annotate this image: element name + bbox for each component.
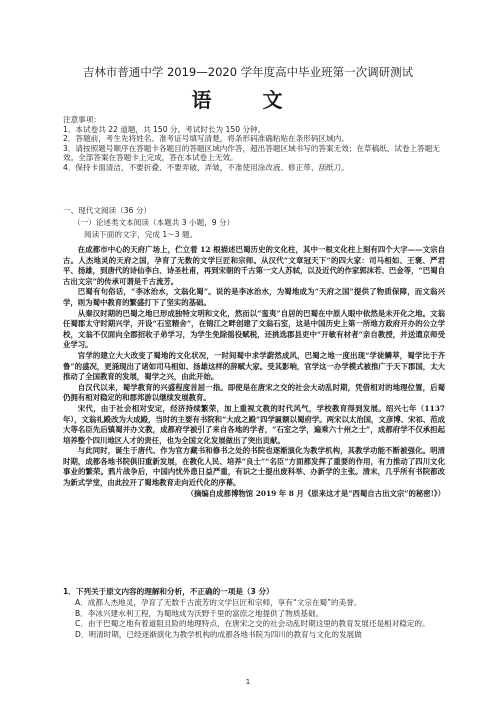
article-source: （摘编自成都博物馆 2019 年 8 月《原来这才是“西蜀自古出文宗”的秘密!》） [186,488,445,498]
article-paragraph: 与此同时，诞生于唐代、作为官方藏书和修书之处的书院也逐渐演化为教学机构，其教学功能不断被强化。明清时期，成都各地书院俱旧重新发展，在教化人民、培养“良士”“名臣”方面都发挥了重要的作用，有力推动了四川文化事业的繁荣。鸦片战争后，中国内忧外患日益严重，有识之士提出废科举、办新学的主张。清末，几乎所有书院都改为新式学堂，由此拉开了蜀地教育走向近代化的序幕。 [63,446,445,488]
article-paragraph: 宋代，由于社会相对安定，经济持续繁荣，加上重视文教的时代风气，学校教育得到发展。绍兴七年（1137 年），文翁礼殿改为大成殿，当时的主要有书院和“大成之殿”四学匾额以蜀府学。两宋以太治国，文彦博、宋祁、范成大等名臣先后镇蜀并办文教，成都府学被引了来自各地的学者，“石室之学，遍乘六十州之士”，成都府学不仅承担起培养整个四川地区人才的责任，也为全国文化发展做出了突出贡献。 [63,403,445,445]
subsection-heading: （一）论述类文本阅读（本题共 3 小题，9 分） [73,218,235,227]
article-paragraph: 巴蜀有句俗话，“李冰治水，文翁化蜀”。说的是李冰治水，为蜀地成为“天府之国”提供了物质保障，而文翁兴学，则为蜀中教育的繁盛打下了坚实的基础。 [63,287,445,307]
instruction-item: 3．请按照题号顺序在答题卡各题目的答题区域内作答，超出答题区域书写的答案无效；在草稿纸、试卷上答题无效。全部答案在答题卡上完成，答在本试卷上无效。 [63,143,440,163]
article-paragraph: 官学的建立大大改变了蜀地的文化状况，一时间蜀中求学蔚然成风，巴蜀之地一度出现“学徒鳞萃，蜀学比于齐鲁”的盛况，更涌现出了诸如司马相如、扬雄这样的辞赋大家。受其影响，官学这一办学模式被推广于天下郡国，太大推动了全国教育的发展，蜀学之兴，由此开始。 [63,350,445,382]
instruction-item: 2．答题前，考生先将姓名、准考证号填写清楚，将条形码准确粘贴在条形码区域内。 [63,134,349,144]
question-1 [63,587,445,641]
reading-instruction: 阅读下面的文字，完成 1～3 题。 [84,230,198,239]
exam-title: 吉林市普通中学 2019—2020 学年度高中毕业班第一次调研测试 [82,65,414,79]
article-paragraph: 在成都市中心的天府广场上，伫立着 12 根描述巴蜀历史的文化柱，其中一根文化柱上刻有四个大字——文宗自古。人杰地灵的天府之国，孕育了无数的文学巨匠和宗师。从汉代“文章冠天下”的四大家：司马相如、王褒、严君平、扬雄，到唐代的诗仙李白、诗圣杜甫，再到宋朝的千古第一文人苏轼，以及近代的作家郭沫若、巴金等，“巴蜀自古出文宗”的传承可谓是千古流芳。 [63,245,445,286]
article-paragraph: 从秦汉时期的巴蜀之地已形成独特文明和文化，然而以“蛮夷”自居的巴蜀在中原人眼中依然是未开化之地。文翁任蜀郡太守时期兴学，开设“石室精舍”，在锦江之畔创建了文翁石室，这是中国历史上第一所地方政府开办的公立学校，文翁不仅面向全郡招收子弟学习，为学生免除徭役赋税，还挑选郡县吏中“开敏有材者”亲自教授，并送遣京师受业学习。 [63,308,445,350]
article-text [63,245,445,499]
option-a: A．成都人杰地灵，孕育了无数千古流芳的文学巨匠和宗师，享有“文宗在蜀”的美誉。 [75,597,362,607]
question-stem: 1．下列关于原文内容的理解和分析，不正确的一项是（3 分） [63,587,274,596]
instructions-heading: 注意事项： [63,115,101,124]
instruction-item: 4．保持卡面清洁，不要折叠、不要弄破、弄皱，不准使用涂改液、修正带、刮纸刀。 [63,162,349,172]
page-number: 1 [245,678,251,686]
instruction-item: 1．本试卷共 22 道题，共 150 分，考试时长为 150 分钟。 [63,124,266,134]
option-c: C．由于巴蜀之地有着道阻且险的地理特点，在唐宋之交的社会动乱时期这里的教育发展还是相对稳定的。 [75,619,430,629]
instructions-block [63,115,443,173]
option-b: B．李冰兴建水利工程，为蜀地成为沃野千里的富庶之地提供了物质基础。 [75,608,324,618]
option-d: D．明清时期，已经逐渐演化为教学机构的成都各地书院为四川的教育与文化的发展做 [75,630,362,640]
subject-title: 语 文 [191,88,305,112]
article-paragraph: 自汉代以来，蜀学教育的兴盛程度首屈一指。即使是在唐宋之交的社会大动乱时期，凭借相对的地理位置，后蜀仍拥有相对稳定的和郡邦游以继续发展教育。 [63,382,445,403]
section-heading: 一、现代文阅读（36 分） [63,206,152,215]
